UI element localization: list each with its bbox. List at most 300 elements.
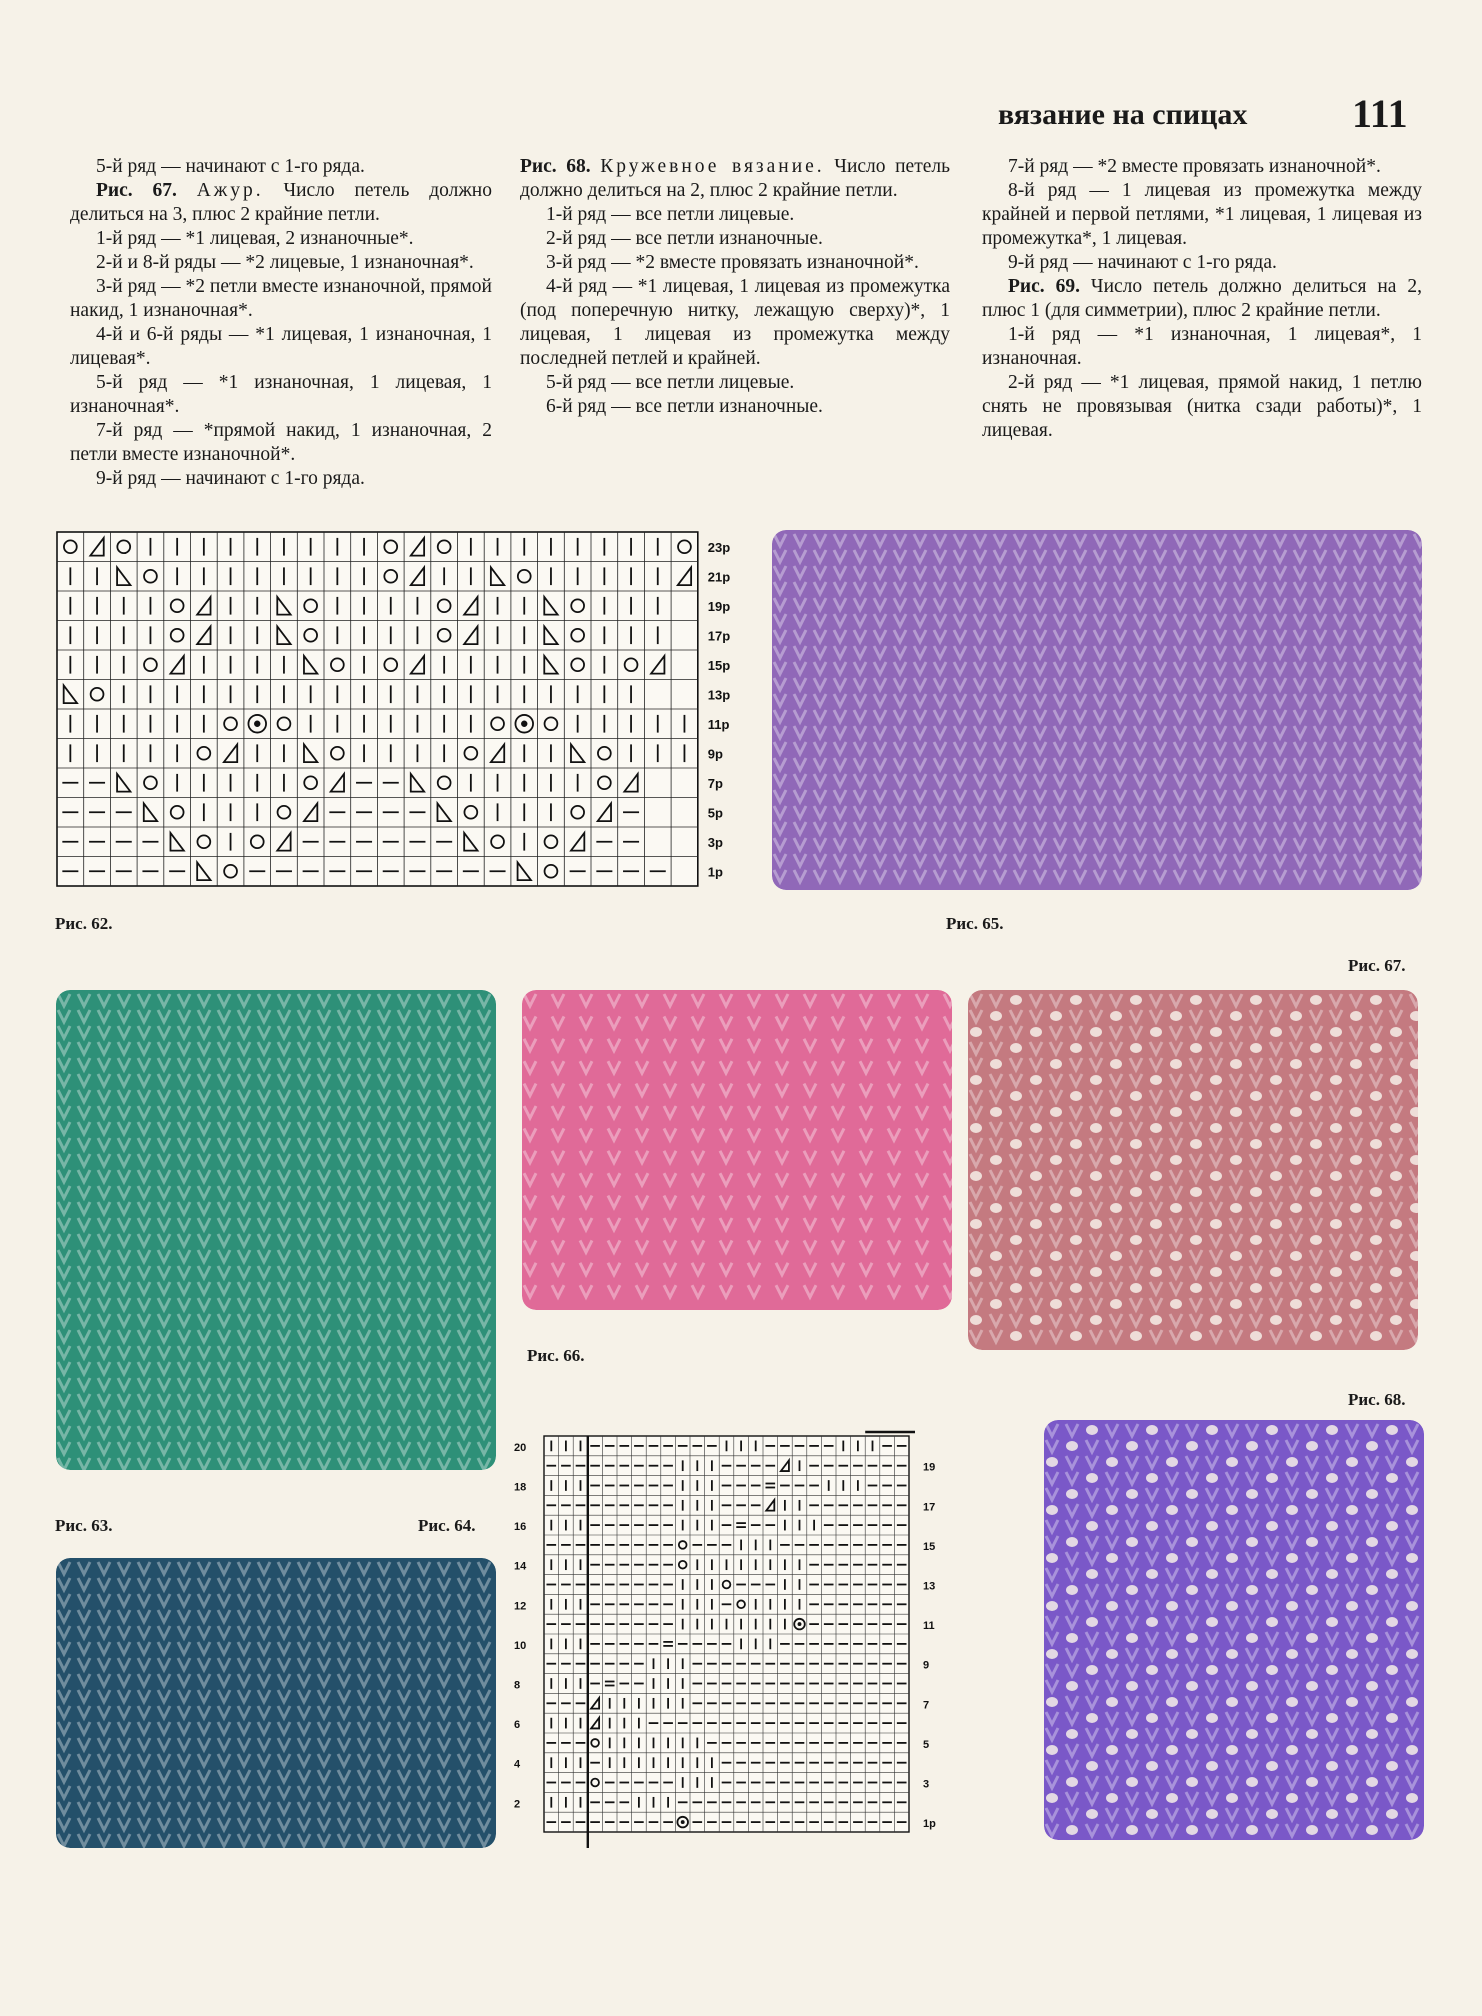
eyelet-hole: [1110, 1155, 1122, 1165]
eyelet-hole: [1106, 1601, 1118, 1611]
eyelet-hole: [1386, 1761, 1398, 1771]
eyelet-hole: [1146, 1521, 1158, 1531]
eyelet-hole: [990, 1059, 1002, 1069]
eyelet-hole: [1350, 1011, 1362, 1021]
eyelet-hole: [1070, 1043, 1082, 1053]
eyelet-hole: [1246, 1585, 1258, 1595]
eyelet-hole: [1306, 1681, 1318, 1691]
eyelet-hole: [1226, 1601, 1238, 1611]
eyelet-hole: [1086, 1665, 1098, 1675]
eyelet-hole: [1066, 1537, 1078, 1547]
eyelet-hole: [1206, 1713, 1218, 1723]
eyelet-hole: [1246, 1441, 1258, 1451]
row-label: 13р: [707, 687, 731, 703]
eyelet-hole: [1066, 1729, 1078, 1739]
eyelet-hole: [1066, 1777, 1078, 1787]
eyelet-hole: [1086, 1425, 1098, 1435]
eyelet-hole: [1266, 1665, 1278, 1675]
eyelet-hole: [1170, 1251, 1182, 1261]
caption-fig62: Рис. 62.: [55, 914, 113, 933]
eyelet-hole: [1170, 1299, 1182, 1309]
eyelet-hole: [1330, 1315, 1342, 1325]
eyelet-hole: [990, 1299, 1002, 1309]
eyelet-hole: [1146, 1761, 1158, 1771]
eyelet-hole: [1390, 1027, 1402, 1037]
eyelet-hole: [1130, 1139, 1142, 1149]
paragraph-text: 2-й ряд — все петли изнаночные.: [546, 228, 823, 249]
eyelet-hole: [1106, 1505, 1118, 1515]
eyelet-hole: [1250, 1331, 1262, 1341]
eyelet-hole: [1306, 1441, 1318, 1451]
eyelet-hole: [1266, 1761, 1278, 1771]
eyelet-hole: [1390, 1123, 1402, 1133]
eyelet-hole: [1106, 1649, 1118, 1659]
eyelet-hole: [1130, 1331, 1142, 1341]
eyelet-hole: [1366, 1825, 1378, 1835]
pattern-name: Ажур.: [196, 180, 264, 201]
eyelet-hole: [1270, 1315, 1282, 1325]
eyelet-hole: [1290, 1203, 1302, 1213]
eyelet-hole: [1086, 1809, 1098, 1819]
eyelet-hole: [1210, 1219, 1222, 1229]
fabric-background: [522, 990, 952, 1310]
knit-sample-photo-fig65: [772, 530, 1422, 890]
eyelet-hole: [1386, 1569, 1398, 1579]
eyelet-hole: [1106, 1457, 1118, 1467]
paragraph-text: 5-й ряд — все петли лицевые.: [546, 372, 795, 393]
eyelet-hole: [1406, 1793, 1418, 1803]
row-label: 15р: [707, 657, 731, 673]
eyelet-hole: [1290, 1011, 1302, 1021]
row-label: 19: [923, 1461, 936, 1474]
eyelet-hole: [1150, 1027, 1162, 1037]
eyelet-hole: [1030, 1171, 1042, 1181]
eyelet-hole: [1226, 1457, 1238, 1467]
eyelet-hole: [1370, 1283, 1382, 1293]
eyelet-hole: [1046, 1697, 1058, 1707]
special-stitch-symbol: [798, 1622, 802, 1626]
eyelet-hole: [1306, 1825, 1318, 1835]
instruction-paragraph: [70, 323, 492, 371]
row-label: 7: [923, 1699, 930, 1712]
eyelet-hole: [1370, 1187, 1382, 1197]
eyelet-hole: [1310, 1187, 1322, 1197]
eyelet-hole: [1346, 1649, 1358, 1659]
eyelet-hole: [1310, 1283, 1322, 1293]
eyelet-hole: [1186, 1825, 1198, 1835]
row-label: 5р: [707, 805, 723, 821]
knit-sample-photo-fig66: [522, 990, 952, 1310]
figure-reference: Рис. 68.: [520, 156, 591, 177]
eyelet-hole: [1386, 1809, 1398, 1819]
row-label: 20: [514, 1441, 527, 1454]
eyelet-hole: [1230, 1299, 1242, 1309]
eyelet-hole: [1370, 1043, 1382, 1053]
eyelet-hole: [1370, 1091, 1382, 1101]
eyelet-hole: [1090, 1123, 1102, 1133]
eyelet-hole: [1050, 1011, 1062, 1021]
eyelet-hole: [1050, 1203, 1062, 1213]
eyelet-hole: [1390, 1315, 1402, 1325]
eyelet-hole: [1346, 1745, 1358, 1755]
eyelet-hole: [1286, 1553, 1298, 1563]
eyelet-hole: [1286, 1457, 1298, 1467]
knit-sample-photo-fig67: [968, 990, 1418, 1350]
eyelet-hole: [1210, 1267, 1222, 1277]
eyelet-hole: [1126, 1441, 1138, 1451]
instruction-paragraph: [982, 371, 1422, 443]
row-label: 6: [514, 1719, 521, 1732]
special-stitch-symbol: [521, 721, 527, 727]
instruction-paragraph: [70, 371, 492, 419]
instruction-paragraph: [520, 155, 950, 203]
eyelet-hole: [1226, 1745, 1238, 1755]
eyelet-hole: [1350, 1299, 1362, 1309]
paragraph-text: 9-й ряд — начинают с 1-го ряда.: [1008, 252, 1277, 273]
eyelet-hole: [1046, 1649, 1058, 1659]
eyelet-hole: [1266, 1617, 1278, 1627]
eyelet-hole: [1306, 1633, 1318, 1643]
eyelet-hole: [1110, 1299, 1122, 1309]
eyelet-hole: [1146, 1569, 1158, 1579]
eyelet-hole: [1230, 1251, 1242, 1261]
instruction-paragraph: [70, 275, 492, 323]
eyelet-hole: [1266, 1521, 1278, 1531]
eyelet-hole: [1326, 1521, 1338, 1531]
eyelet-hole: [1366, 1537, 1378, 1547]
paragraph-text: 2-й ряд — *1 лицевая, прямой накид, 1 петлю снять не провязывая (нитка сзади работы)*, 1 лицевая.: [982, 372, 1422, 441]
eyelet-hole: [1186, 1633, 1198, 1643]
eyelet-hole: [1150, 1315, 1162, 1325]
eyelet-hole: [1150, 1075, 1162, 1085]
page-number: 111: [1352, 91, 1408, 136]
eyelet-hole: [1390, 1171, 1402, 1181]
eyelet-hole: [1106, 1553, 1118, 1563]
eyelet-hole: [1146, 1665, 1158, 1675]
instruction-paragraph: [520, 395, 950, 419]
eyelet-hole: [1406, 1649, 1418, 1659]
paragraph-text: 7-й ряд — *2 вместе провязать изнаночной*.: [1008, 156, 1381, 177]
eyelet-hole: [1206, 1521, 1218, 1531]
row-label: 1р: [923, 1818, 936, 1831]
eyelet-hole: [1166, 1745, 1178, 1755]
eyelet-hole: [1270, 1219, 1282, 1229]
eyelet-hole: [1046, 1553, 1058, 1563]
caption-fig67: Рис. 67.: [1348, 956, 1406, 975]
eyelet-hole: [1230, 1059, 1242, 1069]
eyelet-hole: [1126, 1777, 1138, 1787]
eyelet-hole: [1010, 995, 1022, 1005]
eyelet-hole: [1286, 1697, 1298, 1707]
row-label: 14: [514, 1560, 527, 1573]
eyelet-hole: [1110, 1203, 1122, 1213]
eyelet-hole: [1370, 1139, 1382, 1149]
eyelet-hole: [1246, 1777, 1258, 1787]
eyelet-hole: [1050, 1059, 1062, 1069]
eyelet-hole: [1366, 1633, 1378, 1643]
eyelet-hole: [1326, 1617, 1338, 1627]
eyelet-hole: [1346, 1553, 1358, 1563]
eyelet-hole: [1266, 1473, 1278, 1483]
eyelet-hole: [1306, 1729, 1318, 1739]
paragraph-text: 5-й ряд — начинают с 1-го ряда.: [96, 156, 365, 177]
eyelet-hole: [1030, 1267, 1042, 1277]
eyelet-hole: [1086, 1569, 1098, 1579]
eyelet-hole: [1266, 1569, 1278, 1579]
eyelet-hole: [1290, 1299, 1302, 1309]
instruction-paragraph: [982, 251, 1422, 275]
eyelet-hole: [1246, 1633, 1258, 1643]
row-label: 11: [923, 1620, 935, 1633]
eyelet-hole: [1106, 1745, 1118, 1755]
paragraph-text: 8-й ряд — 1 лицевая из промежутка между крайней и первой петлями, *1 лицевая, 1 лицевая из промежутка*, 1 лицевая.: [982, 180, 1422, 249]
row-label: 9: [923, 1659, 930, 1672]
eyelet-hole: [1406, 1601, 1418, 1611]
fabric-background: [56, 990, 496, 1470]
instruction-paragraph: [520, 251, 950, 275]
eyelet-hole: [1070, 1283, 1082, 1293]
eyelet-hole: [1166, 1697, 1178, 1707]
eyelet-hole: [1166, 1553, 1178, 1563]
eyelet-hole: [1226, 1697, 1238, 1707]
eyelet-hole: [1306, 1489, 1318, 1499]
paragraph-text: 4-й и 6-й ряды — *1 лицевая, 1 изнаночная, 1 лицевая*.: [70, 324, 492, 369]
eyelet-hole: [1310, 995, 1322, 1005]
eyelet-hole: [1190, 1187, 1202, 1197]
paragraph-text: 6-й ряд — все петли изнаночные.: [546, 396, 823, 417]
eyelet-hole: [1206, 1809, 1218, 1819]
eyelet-hole: [1066, 1489, 1078, 1499]
eyelet-hole: [1286, 1649, 1298, 1659]
eyelet-hole: [1350, 1059, 1362, 1069]
eyelet-hole: [1010, 1331, 1022, 1341]
eyelet-hole: [1146, 1617, 1158, 1627]
eyelet-hole: [1130, 1091, 1142, 1101]
eyelet-hole: [1246, 1489, 1258, 1499]
eyelet-hole: [1346, 1601, 1358, 1611]
eyelet-hole: [1386, 1473, 1398, 1483]
instruction-paragraph: [70, 251, 492, 275]
eyelet-hole: [1366, 1681, 1378, 1691]
text-column-3: [982, 155, 1422, 443]
eyelet-hole: [1170, 1107, 1182, 1117]
paragraph-text: 4-й ряд — *1 лицевая, 1 лицевая из промежутка (под поперечную нитку, лежащую сверху)*, 1 лицевая, 1 лицевая из промежутка между последней петлей и крайней.: [520, 276, 950, 369]
eyelet-hole: [1030, 1315, 1042, 1325]
instruction-paragraph: [982, 155, 1422, 179]
eyelet-hole: [1110, 1059, 1122, 1069]
eyelet-hole: [1046, 1745, 1058, 1755]
eyelet-hole: [1210, 1171, 1222, 1181]
eyelet-hole: [1386, 1713, 1398, 1723]
knitting-chart-fig62: [55, 530, 735, 890]
eyelet-hole: [1230, 1203, 1242, 1213]
eyelet-hole: [1030, 1123, 1042, 1133]
eyelet-hole: [1306, 1777, 1318, 1787]
eyelet-hole: [1166, 1505, 1178, 1515]
eyelet-hole: [1286, 1745, 1298, 1755]
eyelet-hole: [1186, 1777, 1198, 1787]
eyelet-hole: [970, 1267, 982, 1277]
eyelet-hole: [1326, 1761, 1338, 1771]
eyelet-hole: [1106, 1793, 1118, 1803]
eyelet-hole: [1226, 1649, 1238, 1659]
row-label: 11р: [707, 716, 730, 732]
eyelet-hole: [1326, 1473, 1338, 1483]
eyelet-hole: [1190, 1139, 1202, 1149]
eyelet-hole: [1166, 1793, 1178, 1803]
eyelet-hole: [1310, 1235, 1322, 1245]
eyelet-hole: [1366, 1777, 1378, 1787]
eyelet-hole: [1010, 1187, 1022, 1197]
eyelet-hole: [1050, 1155, 1062, 1165]
eyelet-hole: [1126, 1825, 1138, 1835]
eyelet-hole: [1366, 1729, 1378, 1739]
eyelet-hole: [1370, 1235, 1382, 1245]
eyelet-hole: [1066, 1585, 1078, 1595]
eyelet-hole: [1010, 1139, 1022, 1149]
caption-fig65: Рис. 65.: [946, 914, 1004, 933]
eyelet-hole: [1310, 1331, 1322, 1341]
eyelet-hole: [1186, 1729, 1198, 1739]
eyelet-hole: [1166, 1601, 1178, 1611]
special-stitch-symbol: [681, 1820, 685, 1824]
eyelet-hole: [1326, 1425, 1338, 1435]
eyelet-hole: [1086, 1761, 1098, 1771]
eyelet-hole: [1250, 1283, 1262, 1293]
eyelet-hole: [1350, 1155, 1362, 1165]
eyelet-hole: [1350, 1107, 1362, 1117]
eyelet-hole: [1330, 1219, 1342, 1229]
eyelet-hole: [1186, 1585, 1198, 1595]
eyelet-hole: [1366, 1489, 1378, 1499]
eyelet-hole: [970, 1027, 982, 1037]
knit-sample-photo-fig63: [56, 990, 496, 1470]
eyelet-hole: [1290, 1251, 1302, 1261]
eyelet-hole: [1150, 1171, 1162, 1181]
row-label: 1р: [707, 864, 723, 880]
eyelet-hole: [1390, 1267, 1402, 1277]
eyelet-hole: [1290, 1107, 1302, 1117]
eyelet-hole: [1086, 1713, 1098, 1723]
caption-fig64: Рис. 64.: [418, 1516, 476, 1535]
eyelet-hole: [1186, 1537, 1198, 1547]
eyelet-hole: [1226, 1553, 1238, 1563]
eyelet-hole: [1346, 1793, 1358, 1803]
eyelet-hole: [1250, 1043, 1262, 1053]
instruction-paragraph: [70, 419, 492, 467]
eyelet-hole: [1210, 1075, 1222, 1085]
eyelet-hole: [1370, 1331, 1382, 1341]
eyelet-hole: [1390, 1219, 1402, 1229]
eyelet-hole: [1246, 1729, 1258, 1739]
row-label: 2: [514, 1798, 521, 1811]
eyelet-hole: [1230, 1107, 1242, 1117]
eyelet-hole: [990, 1011, 1002, 1021]
eyelet-hole: [1070, 995, 1082, 1005]
eyelet-hole: [1346, 1505, 1358, 1515]
paragraph-text: Число петель должно делиться на 2, плюс 1 (для симметрии), плюс 2 крайние петли.: [982, 276, 1423, 321]
eyelet-hole: [1206, 1569, 1218, 1579]
eyelet-hole: [1286, 1793, 1298, 1803]
paragraph-text: 2-й и 8-й ряды — *2 лицевые, 1 изнаночная*.: [96, 252, 474, 273]
eyelet-hole: [1386, 1521, 1398, 1531]
eyelet-hole: [1246, 1681, 1258, 1691]
eyelet-hole: [1190, 1283, 1202, 1293]
row-label: 18: [514, 1481, 527, 1494]
eyelet-hole: [1330, 1171, 1342, 1181]
instruction-paragraph: [982, 323, 1422, 371]
eyelet-hole: [1210, 1123, 1222, 1133]
eyelet-hole: [1186, 1489, 1198, 1499]
eyelet-hole: [1086, 1473, 1098, 1483]
eyelet-hole: [1086, 1617, 1098, 1627]
instruction-paragraph: [70, 155, 492, 179]
row-label: 8: [514, 1679, 521, 1692]
eyelet-hole: [1366, 1441, 1378, 1451]
eyelet-hole: [1190, 1091, 1202, 1101]
eyelet-hole: [1190, 995, 1202, 1005]
eyelet-hole: [1206, 1425, 1218, 1435]
eyelet-hole: [1146, 1713, 1158, 1723]
eyelet-hole: [1146, 1809, 1158, 1819]
eyelet-hole: [970, 1315, 982, 1325]
eyelet-hole: [1290, 1155, 1302, 1165]
paragraph-text: 1-й ряд — *1 лицевая, 2 изнаночные*.: [96, 228, 414, 249]
eyelet-hole: [1150, 1123, 1162, 1133]
eyelet-hole: [1330, 1075, 1342, 1085]
eyelet-hole: [1306, 1585, 1318, 1595]
eyelet-hole: [1150, 1219, 1162, 1229]
eyelet-hole: [990, 1203, 1002, 1213]
row-label: 16: [514, 1521, 527, 1534]
text-column-2: [520, 155, 950, 419]
row-label: 4: [514, 1758, 521, 1771]
eyelet-hole: [1186, 1441, 1198, 1451]
figure-reference: Рис. 67.: [96, 180, 177, 201]
eyelet-hole: [1046, 1793, 1058, 1803]
eyelet-hole: [1190, 1235, 1202, 1245]
eyelet-hole: [1270, 1267, 1282, 1277]
eyelet-hole: [1150, 1267, 1162, 1277]
eyelet-hole: [1206, 1617, 1218, 1627]
eyelet-hole: [1266, 1713, 1278, 1723]
eyelet-hole: [1390, 1075, 1402, 1085]
eyelet-hole: [1050, 1299, 1062, 1309]
eyelet-hole: [1010, 1043, 1022, 1053]
eyelet-hole: [1126, 1681, 1138, 1691]
eyelet-hole: [1066, 1441, 1078, 1451]
eyelet-hole: [1090, 1219, 1102, 1229]
eyelet-hole: [1030, 1219, 1042, 1229]
eyelet-hole: [1070, 1187, 1082, 1197]
eyelet-hole: [1106, 1697, 1118, 1707]
eyelet-hole: [1350, 1251, 1362, 1261]
eyelet-hole: [1066, 1681, 1078, 1691]
instruction-paragraph: [520, 371, 950, 395]
eyelet-hole: [990, 1107, 1002, 1117]
row-label: 23р: [707, 539, 731, 555]
eyelet-hole: [970, 1171, 982, 1181]
eyelet-hole: [1050, 1251, 1062, 1261]
row-label: 21р: [707, 569, 731, 585]
eyelet-hole: [1226, 1793, 1238, 1803]
row-label: 15: [923, 1540, 936, 1553]
knit-sample-photo-fig68: [1044, 1420, 1424, 1840]
eyelet-hole: [1330, 1123, 1342, 1133]
paragraph-text: Число петель должно делиться на 2, плюс 2 крайние петли.: [520, 156, 950, 201]
row-label: 10: [514, 1639, 527, 1652]
eyelet-hole: [970, 1123, 982, 1133]
